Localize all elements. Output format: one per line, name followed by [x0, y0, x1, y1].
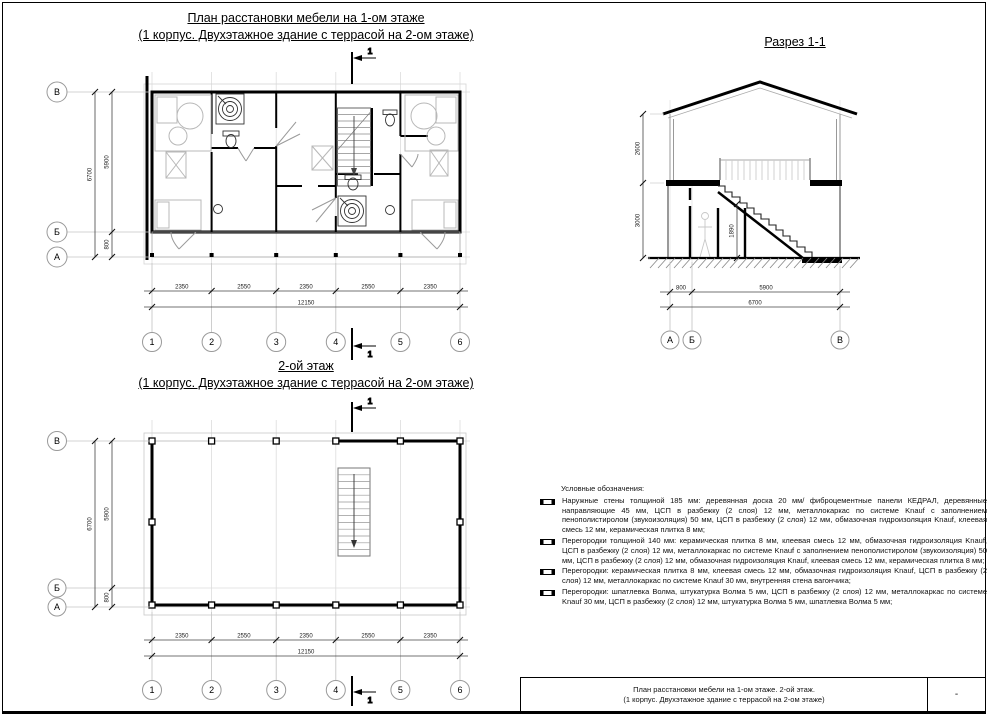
grid-lines	[48, 72, 470, 332]
legend-item-text: Перегородки толщиной 140 мм: керамическая плитка 8 мм, клеевая смесь 12 мм, обмазочная гидроизоляция Knauf, ЦСП в разбежку (2 слоя) 12 мм, металлокаркас по системе Knauf с заполнением пенополистиролом (звукоизоляция) 50 мм, ЦСП в разбежку (2 слоя) 12 мм, обмазочная гидроизоляция Knauf, клеевая смесь 12 мм, керамическая плитка 8 мм;	[562, 535, 987, 565]
dimension-label: 6700	[87, 517, 94, 531]
dimension-label: 2550	[361, 633, 375, 640]
dimension-label: 2350	[423, 633, 437, 640]
column-bubble-label: 5	[397, 337, 403, 347]
upper-walls	[670, 114, 840, 181]
sink	[214, 205, 223, 214]
toilet	[345, 175, 361, 190]
second-floor-plan	[48, 420, 471, 700]
dimension-label: 5900	[104, 155, 111, 169]
partition-140-symbol-icon	[540, 539, 555, 545]
cut-mark	[352, 676, 376, 706]
cut-mark	[352, 396, 376, 432]
cut-mark-label: 1	[367, 349, 373, 359]
dimension-label: 2350	[299, 284, 313, 291]
titleblock-line1: План расстановки мебели на 1-ом этаже. 2-ой этаж.	[633, 684, 815, 694]
column-bubble-label: 4	[333, 685, 339, 695]
axis-bubble-label: Б	[689, 335, 695, 345]
partition-symbol-icon	[540, 569, 555, 575]
dimension-label: 1890	[729, 224, 736, 238]
staircase	[338, 468, 370, 556]
row-bubble-label: Б	[54, 227, 60, 237]
axis-bubble-label: В	[836, 335, 844, 345]
cut-mark-label: 1	[367, 46, 373, 56]
column-bubbles	[143, 681, 470, 700]
railing	[720, 158, 810, 180]
toilet	[223, 131, 239, 148]
dimension-label: 2550	[237, 633, 251, 640]
porch	[150, 232, 462, 257]
row-bubble-label: В	[53, 87, 61, 97]
plan2-bottom-dimensions	[143, 612, 470, 700]
grid-lines	[670, 100, 840, 331]
bed	[155, 95, 211, 151]
column-bubble-label: 2	[209, 685, 215, 695]
floor-slab	[666, 180, 842, 186]
plan1-subtitle: (1 корпус. Двухэтажное здание с террасой на 2-ом этаже)	[138, 28, 474, 42]
row-bubble-label: В	[53, 436, 61, 446]
plan2-title-block	[118, 358, 494, 392]
columns	[149, 438, 463, 608]
section-left-dimensions	[636, 111, 665, 261]
column-bubbles	[143, 333, 470, 352]
legend-item	[540, 566, 987, 586]
dimension-label: 5900	[104, 507, 111, 521]
dimension-label: 2550	[237, 284, 251, 291]
first-floor-plan	[47, 72, 470, 352]
dimension-label: 5900	[759, 285, 773, 292]
bed	[412, 200, 458, 230]
table	[166, 152, 186, 178]
shower-cabin	[216, 94, 244, 124]
dimension-label: 12150	[297, 300, 315, 307]
table	[312, 146, 333, 170]
dimension-label: 12150	[297, 649, 315, 656]
plan1-title-block	[118, 10, 494, 44]
column-bubble-label: 5	[397, 685, 403, 695]
section-title: Разрез 1-1	[764, 35, 826, 49]
column-bubble-label: 4	[333, 337, 339, 347]
row-bubble-label: Б	[54, 583, 60, 593]
plan2-subtitle: (1 корпус. Двухэтажное здание с террасой на 2-ом этаже)	[138, 376, 474, 390]
dimension-label: 800	[675, 285, 687, 292]
row-bubbles	[47, 82, 67, 267]
lower-outer-walls	[668, 186, 840, 258]
toilet	[383, 110, 397, 126]
titleblock-sheet-cell: -	[954, 689, 959, 700]
bed	[155, 200, 201, 230]
plan1-bottom-dimensions	[143, 263, 470, 352]
shower-cabin	[338, 196, 366, 226]
legend-item	[540, 496, 987, 535]
legend	[540, 484, 987, 608]
bed	[405, 95, 458, 151]
cut-mark-label: 1	[367, 396, 373, 406]
column-bubble-label: 2	[209, 337, 215, 347]
column-bubble-label: 1	[149, 685, 155, 695]
cut-mark	[352, 328, 376, 360]
legend-item-text: Наружные стены толщиной 185 мм: деревянная доска 20 мм/ фиброцементные панели КЕДРАЛ, деревянные направляющие 45 мм, ЦСП в разбежку (2 слоя) 12 мм, металлокаркас по системе Knauf с заполнением пенополистиролом (звукоизоляция) 50 мм, ЦСП в разбежку (2 слоя) 12 мм, обмазочная гидроизоляция Knauf, клеевая смесь 12 мм, керамическая плитка 8 мм;	[562, 495, 987, 535]
sink	[386, 206, 395, 215]
legend-item	[540, 587, 987, 607]
column-bubble-label: 6	[457, 685, 463, 695]
partition-volma-symbol-icon	[540, 590, 555, 596]
table	[430, 150, 448, 176]
column-bubble-label: 1	[149, 337, 155, 347]
furniture	[155, 95, 458, 230]
dimension-label: 2350	[175, 633, 189, 640]
axis-bubbles	[661, 331, 849, 349]
cut-mark	[352, 46, 376, 84]
column-bubble-label: 3	[273, 337, 279, 347]
row-bubbles	[48, 432, 67, 617]
roof	[663, 82, 857, 118]
dimension-label: 2350	[423, 284, 437, 291]
dimension-label: 2350	[299, 633, 313, 640]
dimension-label: 6700	[87, 167, 94, 182]
legend-item	[540, 536, 987, 565]
outer-wall-symbol-icon	[540, 499, 555, 505]
titleblock-main-cell	[521, 678, 928, 711]
titleblock-line2: (1 корпус. Двухэтажное здание с террасой на 2-ом этаже)	[623, 694, 825, 704]
column-bubble-label: 3	[273, 685, 279, 695]
roof-overhang-outline	[144, 84, 466, 264]
dimension-label: 2550	[361, 284, 375, 291]
dimension-label: 800	[104, 592, 111, 603]
outer-walls	[152, 441, 460, 605]
column-bubble-label: 6	[457, 337, 463, 347]
legend-item-text: Перегородки: керамическая плитка 8 мм, клеевая смесь 12 мм, обмазочная гидроизоляция Knauf, ЦСП в разбежку (2 слоя) 12 мм, металлокаркас по системе Knauf 30 мм, внутренняя стена вагончика;	[562, 566, 987, 586]
row-bubble-label: А	[53, 252, 61, 262]
dimension-label: 2350	[175, 284, 189, 291]
legend-item-text: Перегородки: шпатлевка Волма, штукатурка Волма 5 мм, ЦСП в разбежку (2 слоя) 12 мм, металлокаркас по системе Knauf 30 мм, ЦСП в разбежку (2 слоя) 12 мм, штукатурка Волма 5 мм, шпатлевка Волма 5 мм;	[562, 586, 987, 606]
dimension-label: 6700	[748, 300, 762, 307]
dimension-label: 800	[104, 239, 111, 250]
cut-mark-label: 1	[367, 695, 373, 705]
plan1-title: План расстановки мебели на 1-ом этаже	[187, 11, 425, 25]
plan2-left-dimensions	[48, 432, 151, 617]
row-bubble-label: А	[53, 602, 61, 612]
dimension-label: 3000	[635, 213, 642, 228]
legend-heading: Условные обозначения:	[561, 484, 645, 493]
section-title-block	[700, 34, 890, 51]
section-bottom-dimensions	[660, 262, 850, 349]
titleblock	[520, 677, 986, 712]
plan2-title: 2-ой этаж	[278, 359, 334, 373]
plan1-left-dimensions	[47, 82, 150, 267]
axis-bubble-label: А	[666, 335, 674, 345]
section-drawing	[636, 82, 861, 349]
dimension-label: 2600	[635, 141, 642, 156]
grid-lines	[48, 420, 470, 680]
stair-height-dimension	[730, 201, 741, 261]
human-figure	[698, 213, 712, 258]
